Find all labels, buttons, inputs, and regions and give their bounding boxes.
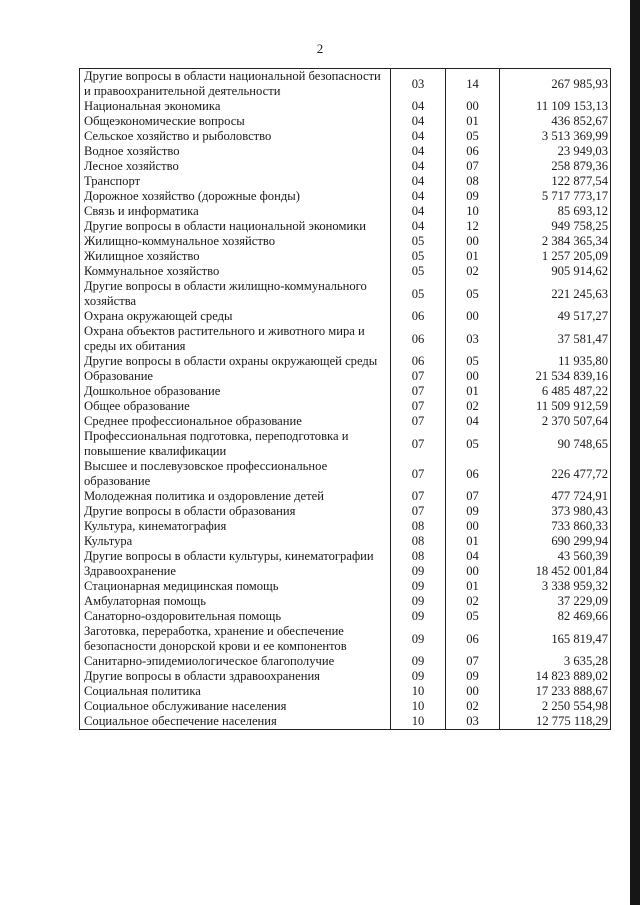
table-row xyxy=(80,219,611,234)
table-row xyxy=(80,669,611,684)
row-subsection-code: 02 xyxy=(446,699,500,714)
row-section-code: 04 xyxy=(391,174,446,189)
row-name: Дошкольное образование xyxy=(80,384,391,399)
row-name: Амбулаторная помощь xyxy=(80,594,391,609)
row-section-code: 09 xyxy=(391,579,446,594)
row-name: Другие вопросы в области культуры, кинематографии xyxy=(80,549,391,564)
row-subsection-code: 07 xyxy=(446,489,500,504)
row-section-code: 10 xyxy=(391,699,446,714)
row-name: Связь и информатика xyxy=(80,204,391,219)
table-row xyxy=(80,354,611,369)
row-amount: 14 823 889,02 xyxy=(500,669,611,684)
row-subsection-code: 07 xyxy=(446,159,500,174)
table-row xyxy=(80,384,611,399)
row-name: Национальная экономика xyxy=(80,99,391,114)
row-amount: 2 384 365,34 xyxy=(500,234,611,249)
row-amount: 267 985,93 xyxy=(500,69,611,100)
row-name: Высшее и послевузовское профессиональное образование xyxy=(80,459,391,489)
row-section-code: 04 xyxy=(391,219,446,234)
row-subsection-code: 00 xyxy=(446,564,500,579)
row-section-code: 06 xyxy=(391,324,446,354)
row-section-code: 04 xyxy=(391,204,446,219)
table-row xyxy=(80,609,611,624)
row-name: Жилищное хозяйство xyxy=(80,249,391,264)
row-subsection-code: 09 xyxy=(446,504,500,519)
row-subsection-code: 02 xyxy=(446,264,500,279)
row-name: Жилищно-коммунальное хозяйство xyxy=(80,234,391,249)
row-amount: 2 250 554,98 xyxy=(500,699,611,714)
row-subsection-code: 05 xyxy=(446,354,500,369)
row-subsection-code: 05 xyxy=(446,429,500,459)
row-name: Общее образование xyxy=(80,399,391,414)
row-name: Заготовка, переработка, хранение и обеспечение безопасности донорской крови и ее компонентов xyxy=(80,624,391,654)
row-section-code: 04 xyxy=(391,189,446,204)
table-row xyxy=(80,174,611,189)
row-amount: 12 775 118,29 xyxy=(500,714,611,730)
budget-table xyxy=(79,68,611,730)
row-amount: 11 509 912,59 xyxy=(500,399,611,414)
table-row xyxy=(80,114,611,129)
row-name: Здравоохранение xyxy=(80,564,391,579)
row-amount: 165 819,47 xyxy=(500,624,611,654)
row-name: Молодежная политика и оздоровление детей xyxy=(80,489,391,504)
row-subsection-code: 05 xyxy=(446,129,500,144)
row-section-code: 05 xyxy=(391,249,446,264)
row-subsection-code: 00 xyxy=(446,684,500,699)
row-subsection-code: 01 xyxy=(446,114,500,129)
row-subsection-code: 00 xyxy=(446,369,500,384)
row-section-code: 07 xyxy=(391,399,446,414)
row-amount: 18 452 001,84 xyxy=(500,564,611,579)
row-amount: 37 581,47 xyxy=(500,324,611,354)
row-amount: 2 370 507,64 xyxy=(500,414,611,429)
row-subsection-code: 01 xyxy=(446,579,500,594)
row-subsection-code: 01 xyxy=(446,249,500,264)
row-name: Культура, кинематография xyxy=(80,519,391,534)
row-amount: 3 338 959,32 xyxy=(500,579,611,594)
row-section-code: 06 xyxy=(391,309,446,324)
table-row xyxy=(80,624,611,654)
row-name: Другие вопросы в области образования xyxy=(80,504,391,519)
row-subsection-code: 02 xyxy=(446,594,500,609)
row-amount: 221 245,63 xyxy=(500,279,611,309)
row-amount: 21 534 839,16 xyxy=(500,369,611,384)
table-row xyxy=(80,564,611,579)
row-section-code: 07 xyxy=(391,489,446,504)
table-row xyxy=(80,279,611,309)
row-section-code: 07 xyxy=(391,384,446,399)
row-section-code: 03 xyxy=(391,69,446,100)
row-amount: 5 717 773,17 xyxy=(500,189,611,204)
row-amount: 17 233 888,67 xyxy=(500,684,611,699)
row-amount: 436 852,67 xyxy=(500,114,611,129)
row-amount: 85 693,12 xyxy=(500,204,611,219)
table-row xyxy=(80,429,611,459)
row-section-code: 09 xyxy=(391,594,446,609)
row-subsection-code: 05 xyxy=(446,609,500,624)
table-row xyxy=(80,369,611,384)
row-name: Социальное обслуживание населения xyxy=(80,699,391,714)
row-name: Среднее профессиональное образование xyxy=(80,414,391,429)
row-name: Социальное обеспечение населения xyxy=(80,714,391,730)
row-amount: 82 469,66 xyxy=(500,609,611,624)
row-subsection-code: 08 xyxy=(446,174,500,189)
row-section-code: 09 xyxy=(391,654,446,669)
table-row xyxy=(80,534,611,549)
table-row xyxy=(80,69,611,100)
row-subsection-code: 00 xyxy=(446,99,500,114)
row-section-code: 07 xyxy=(391,369,446,384)
row-name: Дорожное хозяйство (дорожные фонды) xyxy=(80,189,391,204)
row-amount: 733 860,33 xyxy=(500,519,611,534)
row-section-code: 07 xyxy=(391,504,446,519)
row-section-code: 05 xyxy=(391,279,446,309)
row-amount: 3 513 369,99 xyxy=(500,129,611,144)
table-row xyxy=(80,249,611,264)
row-amount: 37 229,09 xyxy=(500,594,611,609)
row-section-code: 07 xyxy=(391,414,446,429)
table-row xyxy=(80,159,611,174)
row-name: Другие вопросы в области охраны окружающей среды xyxy=(80,354,391,369)
table-row xyxy=(80,144,611,159)
row-amount: 949 758,25 xyxy=(500,219,611,234)
row-amount: 49 517,27 xyxy=(500,309,611,324)
table-row xyxy=(80,519,611,534)
row-subsection-code: 00 xyxy=(446,309,500,324)
row-name: Коммунальное хозяйство xyxy=(80,264,391,279)
row-name: Охрана окружающей среды xyxy=(80,309,391,324)
row-subsection-code: 05 xyxy=(446,279,500,309)
table-row xyxy=(80,504,611,519)
row-section-code: 07 xyxy=(391,459,446,489)
budget-table-body xyxy=(80,69,611,730)
row-section-code: 08 xyxy=(391,519,446,534)
row-subsection-code: 07 xyxy=(446,654,500,669)
row-section-code: 09 xyxy=(391,624,446,654)
row-section-code: 10 xyxy=(391,714,446,730)
table-row xyxy=(80,399,611,414)
row-name: Транспорт xyxy=(80,174,391,189)
row-subsection-code: 00 xyxy=(446,234,500,249)
table-row xyxy=(80,684,611,699)
row-subsection-code: 04 xyxy=(446,549,500,564)
row-amount: 6 485 487,22 xyxy=(500,384,611,399)
row-section-code: 04 xyxy=(391,114,446,129)
row-name: Общеэкономические вопросы xyxy=(80,114,391,129)
row-section-code: 09 xyxy=(391,609,446,624)
page-number: 2 xyxy=(316,41,324,56)
table-row xyxy=(80,549,611,564)
row-amount: 905 914,62 xyxy=(500,264,611,279)
row-name: Лесное хозяйство xyxy=(80,159,391,174)
table-row xyxy=(80,324,611,354)
row-name: Другие вопросы в области здравоохранения xyxy=(80,669,391,684)
row-amount: 477 724,91 xyxy=(500,489,611,504)
table-row xyxy=(80,699,611,714)
row-name: Санитарно-эпидемиологическое благополучие xyxy=(80,654,391,669)
row-subsection-code: 09 xyxy=(446,669,500,684)
row-section-code: 08 xyxy=(391,549,446,564)
table-row xyxy=(80,309,611,324)
row-name: Другие вопросы в области национальной безопасности и правоохранительной деятельности xyxy=(80,69,391,100)
row-subsection-code: 00 xyxy=(446,519,500,534)
row-section-code: 09 xyxy=(391,669,446,684)
row-section-code: 05 xyxy=(391,234,446,249)
table-row xyxy=(80,234,611,249)
row-subsection-code: 01 xyxy=(446,384,500,399)
row-amount: 1 257 205,09 xyxy=(500,249,611,264)
table-row xyxy=(80,414,611,429)
row-subsection-code: 03 xyxy=(446,714,500,730)
row-amount: 90 748,65 xyxy=(500,429,611,459)
row-amount: 690 299,94 xyxy=(500,534,611,549)
row-name: Стационарная медицинская помощь xyxy=(80,579,391,594)
row-section-code: 04 xyxy=(391,159,446,174)
row-subsection-code: 06 xyxy=(446,624,500,654)
row-amount: 11 109 153,13 xyxy=(500,99,611,114)
row-section-code: 05 xyxy=(391,264,446,279)
row-name: Сельское хозяйство и рыболовство xyxy=(80,129,391,144)
row-amount: 258 879,36 xyxy=(500,159,611,174)
row-subsection-code: 06 xyxy=(446,459,500,489)
row-subsection-code: 10 xyxy=(446,204,500,219)
row-section-code: 04 xyxy=(391,129,446,144)
table-row xyxy=(80,129,611,144)
row-subsection-code: 04 xyxy=(446,414,500,429)
row-amount: 3 635,28 xyxy=(500,654,611,669)
row-section-code: 10 xyxy=(391,684,446,699)
row-name: Охрана объектов растительного и животного мира и среды их обитания xyxy=(80,324,391,354)
row-section-code: 07 xyxy=(391,429,446,459)
row-name: Водное хозяйство xyxy=(80,144,391,159)
row-amount: 373 980,43 xyxy=(500,504,611,519)
row-section-code: 04 xyxy=(391,99,446,114)
row-name: Санаторно-оздоровительная помощь xyxy=(80,609,391,624)
table-row xyxy=(80,99,611,114)
row-subsection-code: 01 xyxy=(446,534,500,549)
row-amount: 122 877,54 xyxy=(500,174,611,189)
row-subsection-code: 14 xyxy=(446,69,500,100)
row-name: Профессиональная подготовка, переподготовка и повышение квалификации xyxy=(80,429,391,459)
scan-border xyxy=(630,0,640,905)
table-row xyxy=(80,594,611,609)
table-row xyxy=(80,579,611,594)
row-section-code: 06 xyxy=(391,354,446,369)
row-amount: 23 949,03 xyxy=(500,144,611,159)
row-amount: 43 560,39 xyxy=(500,549,611,564)
row-subsection-code: 02 xyxy=(446,399,500,414)
row-name: Социальная политика xyxy=(80,684,391,699)
row-name: Другие вопросы в области жилищно-коммунального хозяйства xyxy=(80,279,391,309)
row-subsection-code: 03 xyxy=(446,324,500,354)
row-section-code: 09 xyxy=(391,564,446,579)
row-amount: 11 935,80 xyxy=(500,354,611,369)
row-section-code: 08 xyxy=(391,534,446,549)
table-row xyxy=(80,459,611,489)
row-subsection-code: 12 xyxy=(446,219,500,234)
table-row xyxy=(80,714,611,730)
table-row xyxy=(80,189,611,204)
row-name: Культура xyxy=(80,534,391,549)
table-row xyxy=(80,654,611,669)
row-subsection-code: 09 xyxy=(446,189,500,204)
row-name: Другие вопросы в области национальной экономики xyxy=(80,219,391,234)
row-amount: 226 477,72 xyxy=(500,459,611,489)
table-row xyxy=(80,204,611,219)
table-row xyxy=(80,264,611,279)
row-name: Образование xyxy=(80,369,391,384)
table-row xyxy=(80,489,611,504)
row-section-code: 04 xyxy=(391,144,446,159)
row-subsection-code: 06 xyxy=(446,144,500,159)
